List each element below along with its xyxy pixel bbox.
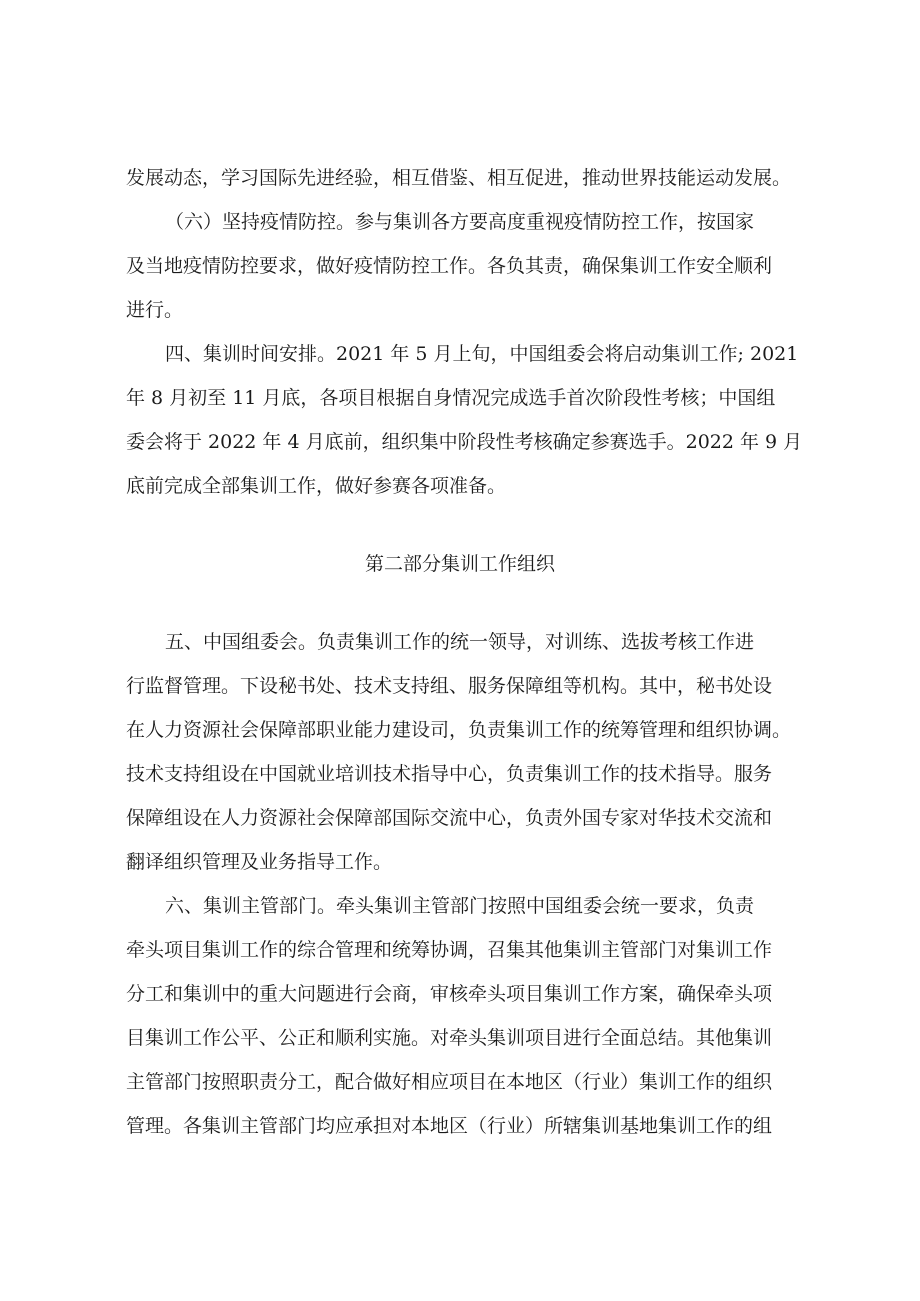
- text-line: （六）坚持疫情防控。参与集训各方要高度重视疫情防控工作，按国家: [165, 211, 755, 233]
- text-line: 年 8 月初至 11 月底，各项目根据自身情况完成选手首次阶段性考核；中国组: [126, 387, 776, 409]
- text-line: 底前完成全部集训工作，做好参赛各项准备。: [126, 475, 507, 497]
- text-line: 主管部门按照职责分工，配合做好相应项目在本地区（行业）集训工作的组织: [126, 1071, 773, 1093]
- text-line: 保障组设在人力资源社会保障部国际交流中心，负责外国专家对华技术交流和: [126, 807, 773, 829]
- text-line: 牵头项目集训工作的综合管理和统筹协调，召集其他集训主管部门对集训工作: [126, 939, 773, 961]
- text-line: 进行。: [126, 299, 184, 321]
- text-line: 及当地疫情防控要求，做好疫情防控工作。各负其责，确保集训工作安全顺利: [126, 255, 773, 277]
- text-line: 行监督管理。下设秘书处、技术支持组、服务保障组等机构。其中，秘书处设: [126, 675, 773, 697]
- text-line: 目集训工作公平、公正和顺利实施。对牵头集训项目进行全面总结。其他集训: [126, 1027, 773, 1049]
- text-line: 发展动态，学习国际先进经验，相互借鉴、相互促进，推动世界技能运动发展。: [126, 167, 792, 189]
- text-line: 在人力资源社会保障部职业能力建设司，负责集训工作的统筹管理和组织协调。: [126, 719, 792, 741]
- text-line: 四、集训时间安排。2021 年 5 月上旬，中国组委会将启动集训工作; 2021: [165, 343, 799, 365]
- text-line: 委会将于 2022 年 4 月底前，组织集中阶段性考核确定参赛选手。2022 年 9 月: [126, 431, 803, 453]
- text-line: 管理。各集训主管部门均应承担对本地区（行业）所辖集训基地集训工作的组: [126, 1115, 773, 1137]
- section-heading: 第二部分集训工作组织: [364, 553, 555, 575]
- text-line: 六、集训主管部门。牵头集训主管部门按照中国组委会统一要求，负责: [165, 895, 755, 917]
- text-line: 分工和集训中的重大问题进行会商，审核牵头项目集训工作方案，确保牵头项: [126, 983, 773, 1005]
- text-line: 翻译组织管理及业务指导工作。: [126, 851, 393, 873]
- text-line: 五、中国组委会。负责集训工作的统一领导，对训练、选拔考核工作进: [165, 631, 755, 653]
- text-line: 技术支持组设在中国就业培训技术指导中心，负责集训工作的技术指导。服务: [126, 763, 773, 785]
